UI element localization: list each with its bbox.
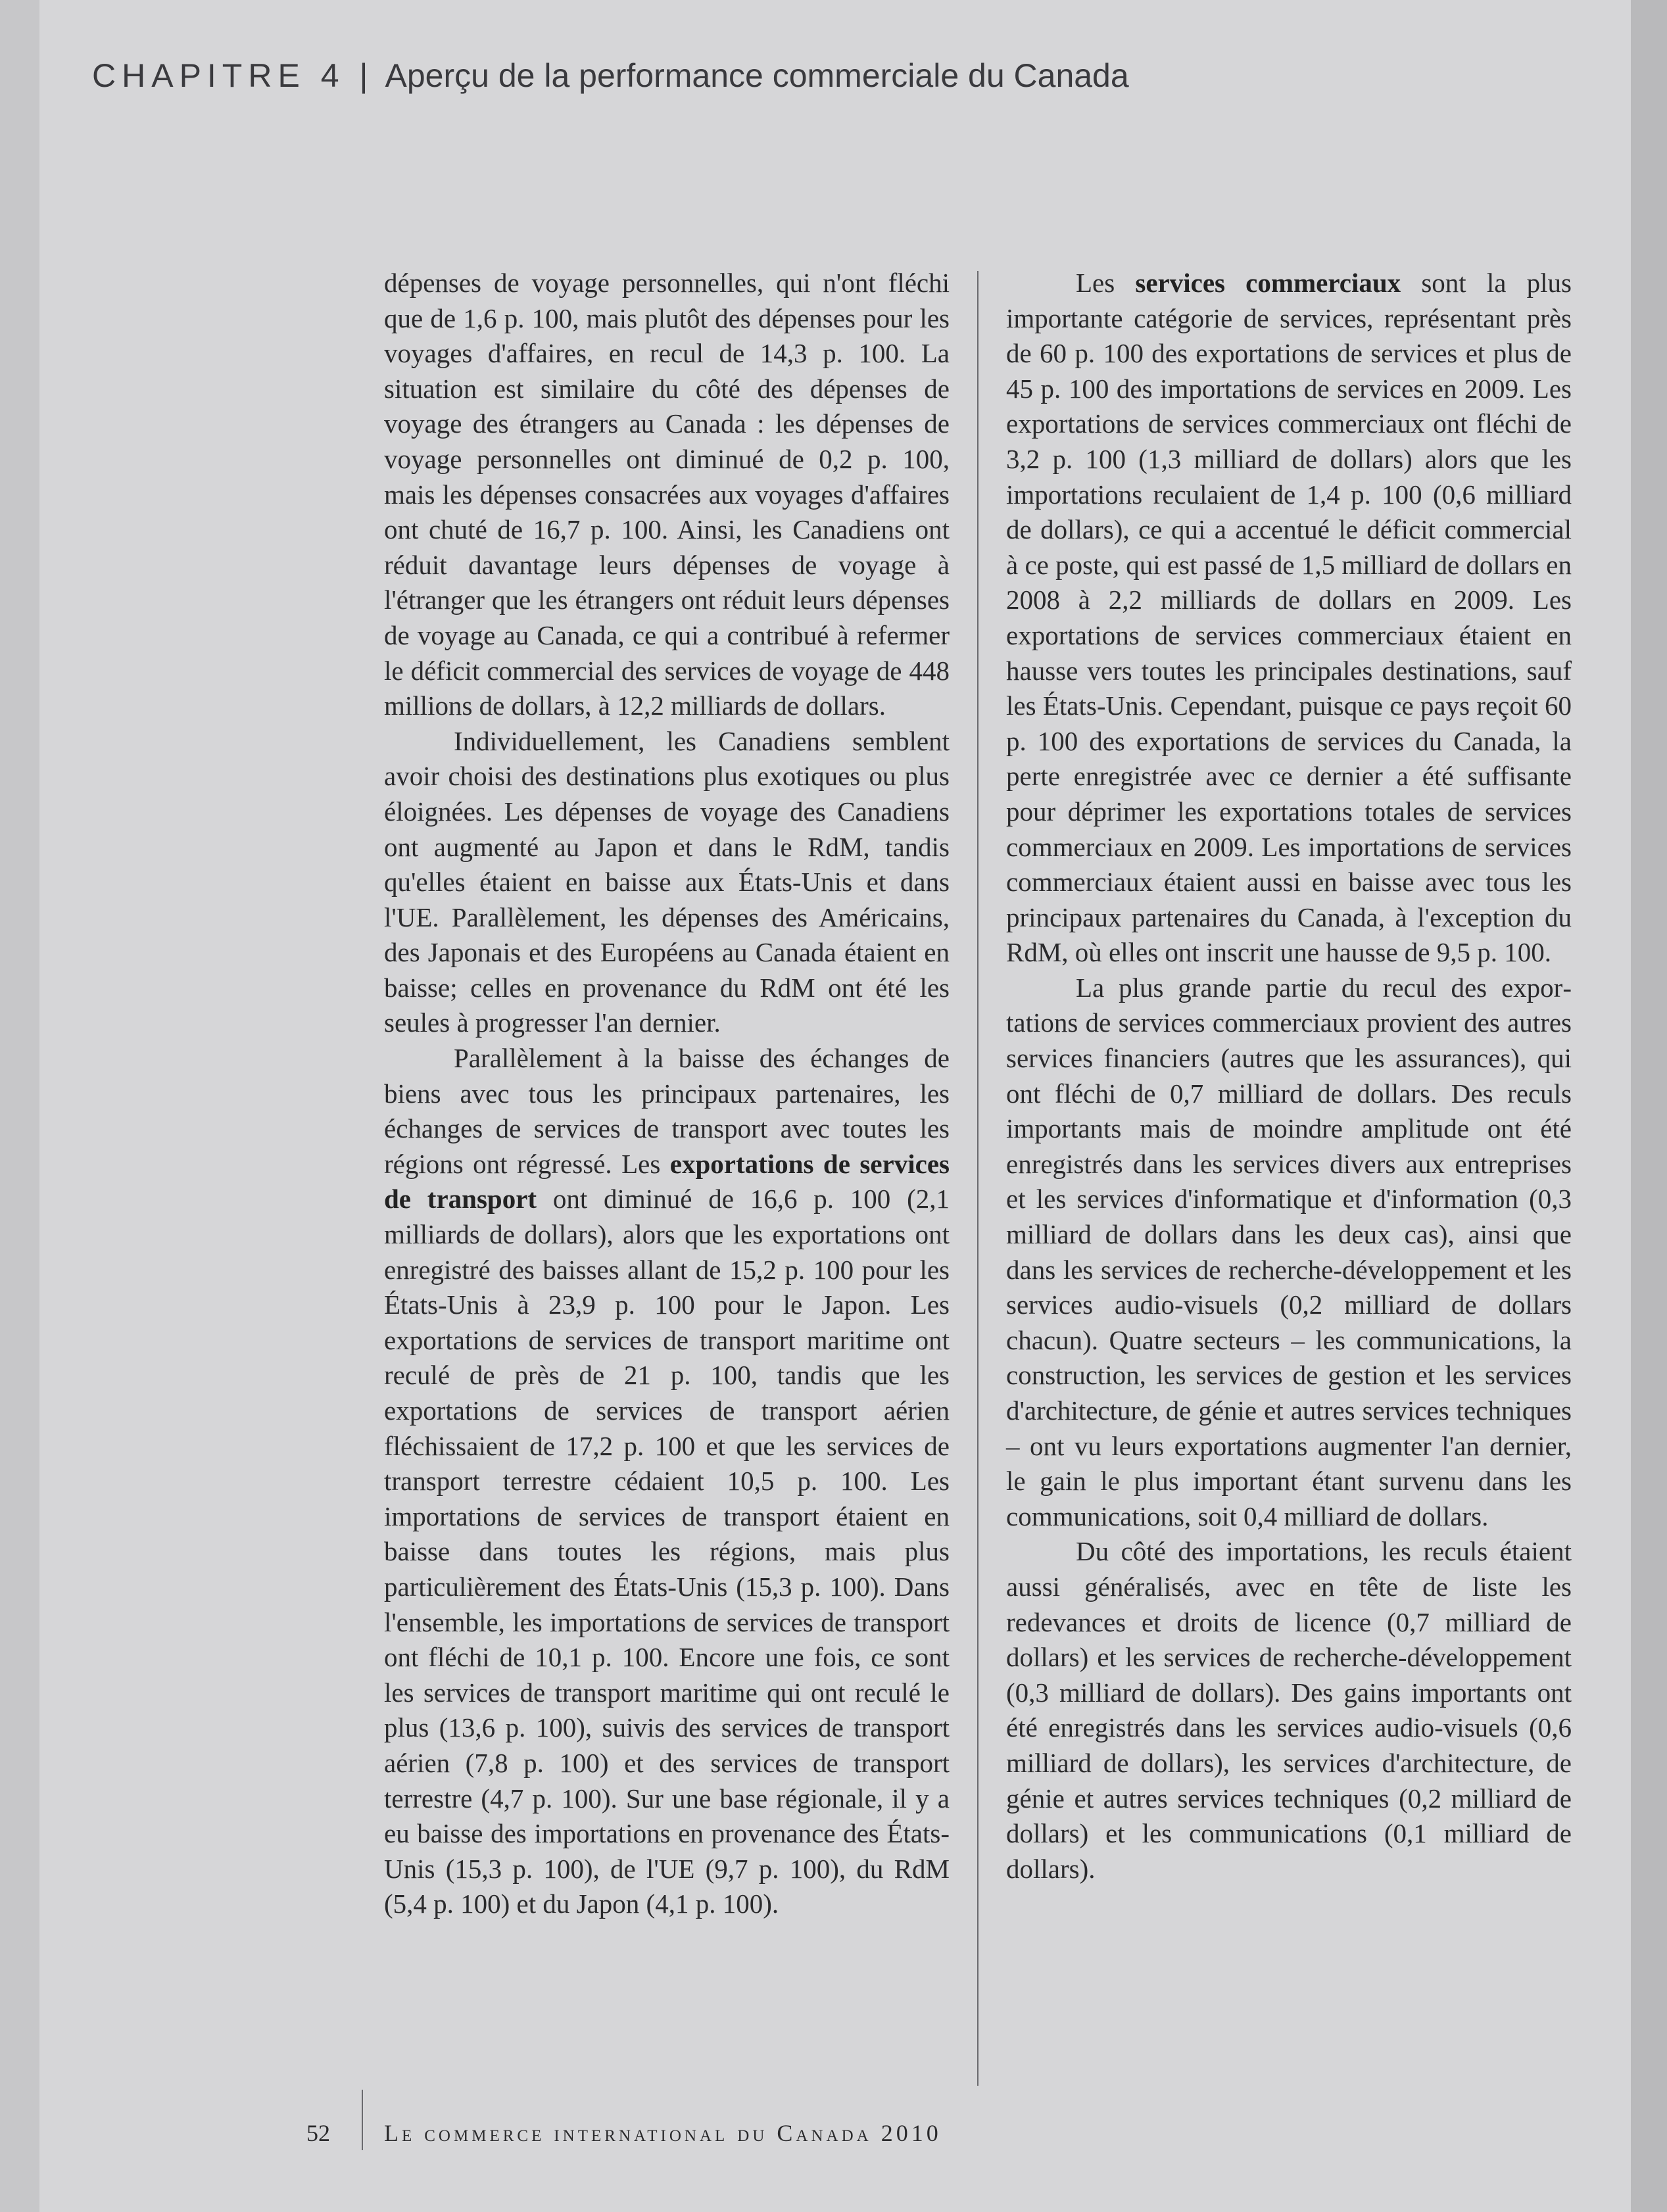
left-paragraph-3 [384,1041,950,1922]
footer-divider [362,2090,363,2150]
publication-title: Le commerce international du Canada 2010 [384,2120,942,2146]
left-paragraph-3-lead: Parallèlement à la baisse des échanges de biens avec tous les principaux partenaires, les échanges de services de transport avec toutes les régions ont régressé. Les [384,1043,950,1179]
chapter-header [92,54,1129,97]
left-paragraph-3-rest: ont diminué de 16,6 p. 100 (2,1 milliards de dollars), alors que les exportations ont enregistré des baisses allant de 15,2 p. 100 pour les États-Unis à 23,9 p. 100 pour le Japon. Les exportations de services de transport maritime ont reculé de près de 21 p. 100, tandis que les exportations de services de transport aérien fléchissaient de 17,2 p. 100 et que les services de transport terrestre cédaient 10,5 p. 100. Les importations de services de transport étaient en baisse dans toutes les régions, mais plus particulièrement des États-Unis (15,3 p. 100). Dans l'ensemble, les importations de services de transport ont fléchi de 10,1 p. 100. Encore une fois, ce sont les services de transport maritime qui ont reculé le plus (13,6 p. 100), suivis des services de transport aérien (7,8 p. 100) et des services de transport terrestre (4,7 p. 100). Sur une base régionale, il y a eu baisse des importations en provenance des États-Unis (15,3 p. 100), de l'UE (9,7 p. 100), du RdM (5,4 p. 100) et du Japon (4,1 p. 100). [384,1184,950,1919]
chapter-separator: | [359,57,368,94]
right-column [1006,266,1572,1887]
left-paragraph-1: dépenses de voyage personnelles, qui n'ont fléchi que de 1,6 p. 100, mais plutôt des dépenses pour les voyages d'affaires, en recul de 14,3 p. 100. La situation est similaire du côté des dépenses de voyage des étrangers au Canada : les dépenses de voyage personnelles ont diminué de 0,2 p. 100, mais les dépenses consacrées aux voyages d'affaires ont chuté de 16,7 p. 100. Ainsi, les Canadiens ont réduit davantage leurs dépenses de voyage à l'étranger que les étrangers ont réduit leurs dépenses de voyage au Canada, ce qui a contribué à refermer le déficit commercial des services de voyage de 448 millions de dollars, à 12,2 milliards de dollars. [384,268,950,721]
right-paragraph-1-bold-term: services commerciaux [1135,268,1401,298]
page-edge [1631,0,1667,2212]
left-column [384,266,950,1922]
right-paragraph-2: La plus grande partie du recul des exportations de services commerciaux provient des autres services financiers (autres que les assurances), qui ont fléchi de 0,7 milliard de dollars. Des reculs importants mais de moindre amplitude ont été enregistrés dans les services divers aux entreprises et les services d'informatique et d'information (0,3 milliard de dollars dans les deux cas), ainsi que dans les services de recherche-développement et les services audio-visuels (0,2 milliard de dollars chacun). Quatre secteurs – les communications, la construction, les services de gestion et les services d'architecture, de génie et autres services techniques – ont vu leurs exportations augmenter l'an dernier, le gain le plus important étant survenu dans les communications, soit 0,4 milliard de dollars. [1006,972,1572,1531]
column-divider [977,271,978,2086]
page-number: 52 [306,2120,330,2146]
chapter-label: CHAPITRE 4 [92,57,345,94]
page-gutter-shadow [0,0,39,2212]
left-paragraph-2: Individuellement, les Canadiens semblent avoir choisi des destinations plus exotiques ou plus éloignées. Les dépenses de voyage des Canadiens ont augmenté au Japon et dans le RdM, tandis qu'elles étaient en baisse aux États-Unis et dans l'UE. Parallèlement, les dépenses des Américains, des Japonais et des Européens au Canada étaient en baisse; celles en provenance du RdM ont été les seules à progresser l'an dernier. [384,725,950,1038]
chapter-title: Aperçu de la performance commerciale du Canada [385,57,1129,94]
right-paragraph-3: Du côté des importations, les reculs étaient aussi généralisés, avec en tête de liste les redevances et droits de licence (0,7 milliard de dollars) et les services de recherche-développement (0,3 milliard de dollars). Des gains importants ont été enregistrés dans les services audio-visuels (0,6 milliard de dollars), les services d'architecture, de génie et autres services techniques (0,2 milliard de dollars) et les communications (0,1 milliard de dollars). [1006,1536,1572,1884]
right-paragraph-1 [1006,266,1572,971]
right-paragraph-1-rest: sont la plus importante catégorie de services, représentant près de 60 p. 100 des exportations de services et plus de 45 p. 100 des importations de services en 2009. Les exportations de services commerciaux ont fléchi de 3,2 p. 100 (1,3 milliard de dollars) alors que les importations reculaient de 1,4 p. 100 (0,6 milliard de dollars), ce qui a accentué le déficit commercial à ce poste, qui est passé de 1,5 milliard de dollars en 2008 à 2,2 milliards de dollars en 2009. Les exportations de services commerciaux étaient en hausse vers toutes les principales destinations, sauf les États-Unis. Cependant, puisque ce pays reçoit 60 p. 100 des exportations de services du Canada, la perte enregistrée avec ce dernier a été suffisante pour déprimer les exportations totales de services commerciaux en 2009. Les importations de services commerciaux étaient aussi en baisse avec tous les principaux partenaires du Canada, à l'exception du RdM, où elles ont inscrit une hausse de 9,5 p. 100. [1006,268,1572,968]
right-paragraph-1-lead: Les [1076,268,1136,298]
left-paragraph-3-bold-term: exportations de services de transport [384,1148,950,1214]
